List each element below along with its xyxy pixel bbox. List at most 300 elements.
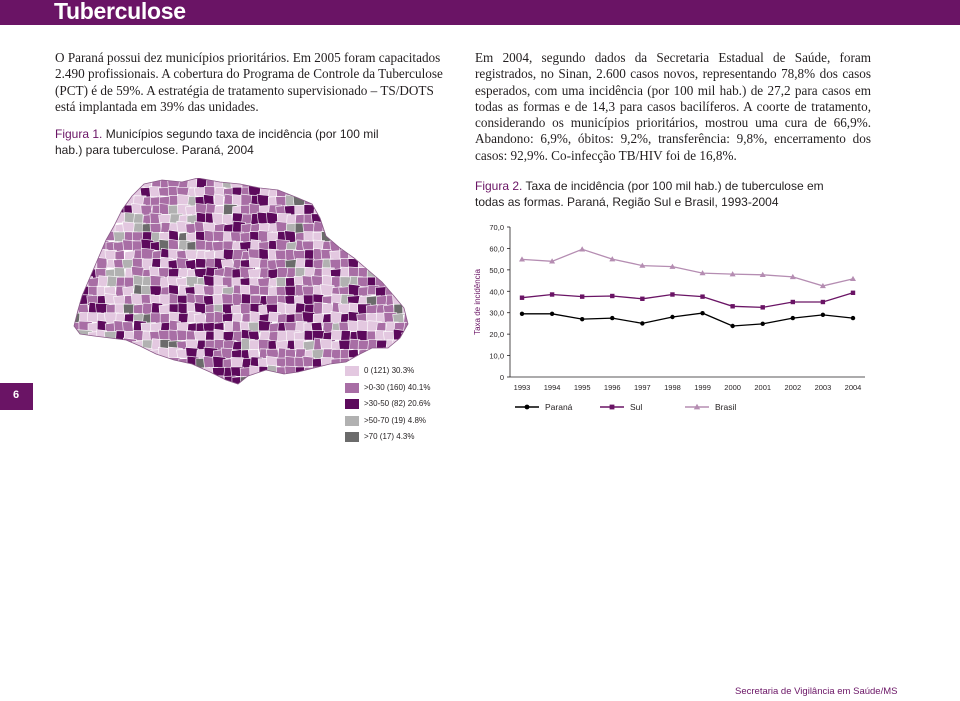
municipality: [70, 178, 80, 188]
municipality: [367, 185, 378, 196]
municipality: [348, 195, 360, 206]
municipality: [205, 375, 216, 386]
data-point: [610, 294, 614, 298]
municipality: [403, 295, 410, 307]
municipality: [348, 249, 362, 259]
municipality: [404, 311, 410, 323]
municipality: [402, 268, 410, 281]
municipality: [357, 233, 369, 245]
municipality: [322, 178, 333, 192]
municipality: [95, 377, 110, 389]
municipality: [374, 186, 388, 198]
municipality: [384, 232, 395, 244]
municipality: [367, 349, 381, 358]
municipality: [403, 178, 410, 190]
municipality: [79, 232, 90, 242]
municipality: [70, 259, 84, 272]
data-point: [791, 316, 795, 320]
municipality: [106, 375, 119, 387]
municipality: [79, 223, 89, 237]
municipality: [80, 187, 90, 199]
legend-label: Paraná: [545, 402, 573, 412]
municipality: [394, 178, 409, 189]
municipality: [97, 386, 109, 389]
municipality: [104, 196, 119, 206]
municipality: [124, 375, 134, 388]
municipality: [70, 278, 80, 289]
municipality: [133, 366, 147, 379]
municipality: [70, 374, 84, 385]
municipality: [213, 384, 228, 388]
municipality: [358, 205, 369, 215]
data-point: [550, 292, 554, 296]
y-tick-label: 50,0: [489, 265, 504, 275]
y-tick-label: 0: [499, 373, 504, 382]
municipality: [96, 178, 107, 190]
municipality: [402, 286, 410, 296]
municipality: [357, 194, 371, 205]
data-point: [550, 312, 554, 316]
data-point: [579, 246, 585, 251]
municipality: [80, 376, 90, 385]
municipality: [133, 386, 147, 389]
municipality: [286, 185, 298, 196]
municipality: [79, 205, 93, 218]
municipality: [96, 214, 110, 226]
municipality: [313, 196, 324, 209]
municipality: [375, 206, 388, 216]
municipality: [79, 239, 92, 250]
municipality: [323, 214, 333, 225]
municipality: [394, 277, 407, 289]
municipality: [320, 186, 333, 199]
figure1-caption: [55, 127, 385, 158]
data-point: [670, 315, 674, 319]
y-tick-label: 10,0: [489, 351, 504, 361]
municipality: [115, 356, 130, 371]
y-tick-label: 30,0: [489, 308, 504, 318]
municipality: [367, 241, 379, 250]
legend-label: 0 (121) 30.3%: [364, 366, 415, 375]
municipality: [106, 206, 116, 216]
municipality: [71, 348, 81, 361]
municipality: [320, 339, 333, 349]
municipality: [358, 178, 368, 191]
municipality: [331, 178, 342, 187]
municipality: [80, 358, 91, 370]
municipality: [383, 348, 399, 362]
municipality: [384, 277, 398, 286]
municipality: [366, 194, 380, 206]
municipality: [79, 367, 93, 378]
figure2-text: Taxa de incidência (por 100 mil hab.) de tuberculose em todas as formas. Paraná, Região Sul e Brasil, 1993-2004: [475, 179, 824, 209]
municipality: [375, 257, 390, 270]
municipality: [70, 249, 80, 263]
municipality: [169, 367, 179, 379]
municipality: [115, 368, 126, 379]
municipality: [142, 376, 152, 388]
municipality: [124, 366, 136, 377]
municipality: [97, 257, 108, 268]
municipality: [338, 178, 350, 188]
municipality: [404, 205, 411, 219]
municipality: [97, 358, 107, 368]
municipality: [70, 339, 82, 349]
municipality: [321, 377, 335, 389]
municipality: [403, 195, 410, 208]
municipality: [278, 386, 292, 389]
municipality: [331, 186, 340, 200]
municipality: [374, 196, 390, 210]
municipality: [385, 214, 395, 227]
y-tick-label: 70,0: [489, 223, 504, 232]
page-title: Tuberculose: [54, 0, 186, 24]
incidence-line-chart: [470, 215, 890, 420]
municipality: [386, 257, 400, 271]
municipality: [286, 178, 297, 189]
municipality: [106, 367, 117, 378]
municipality: [393, 186, 404, 197]
municipality: [367, 250, 379, 261]
municipality: [294, 178, 306, 191]
municipality: [401, 349, 410, 358]
municipality: [383, 221, 399, 236]
municipality: [88, 359, 98, 370]
municipality: [394, 269, 404, 280]
municipality: [204, 383, 218, 388]
x-tick-label: 1994: [543, 383, 561, 392]
municipality: [77, 347, 92, 360]
municipality: [259, 375, 273, 386]
y-tick-label: 60,0: [489, 244, 504, 254]
municipality: [142, 385, 152, 388]
data-point: [700, 294, 704, 298]
municipality: [394, 259, 406, 273]
municipality: [106, 359, 116, 373]
municipality: [376, 231, 387, 243]
municipality: [159, 367, 170, 380]
municipality: [348, 187, 359, 199]
municipality: [403, 339, 410, 351]
municipality: [340, 195, 352, 206]
municipality: [161, 358, 171, 370]
data-point: [670, 292, 674, 296]
municipality: [249, 376, 262, 387]
legend-label: >0-30 (160) 40.1%: [364, 382, 431, 392]
data-point: [761, 305, 765, 309]
municipality: [87, 366, 98, 377]
municipality: [367, 259, 378, 269]
municipality: [115, 331, 125, 344]
municipality: [375, 250, 390, 261]
municipality: [70, 213, 80, 227]
municipality: [403, 241, 410, 251]
data-point: [580, 294, 584, 298]
municipality: [330, 206, 344, 216]
municipality: [385, 268, 398, 279]
legend-swatch: [345, 399, 359, 409]
municipality: [313, 187, 323, 199]
municipality: [96, 196, 110, 206]
municipality: [347, 205, 361, 215]
legend-swatch: [345, 432, 359, 442]
municipality: [249, 385, 260, 388]
legend-swatch: [345, 366, 359, 376]
municipality: [367, 233, 378, 246]
municipality: [349, 241, 359, 251]
municipality: [134, 214, 144, 224]
municipality: [376, 349, 386, 362]
page-number-tab: [0, 383, 33, 410]
series-line: [522, 293, 853, 308]
municipality: [134, 349, 145, 362]
series-line: [522, 249, 853, 286]
y-tick-label: 20,0: [489, 330, 504, 340]
data-point: [821, 300, 825, 304]
municipality: [401, 250, 410, 260]
municipality: [205, 304, 215, 313]
municipality: [105, 187, 117, 201]
municipality: [268, 375, 280, 387]
municipality: [79, 257, 91, 269]
municipality: [115, 179, 126, 190]
municipality: [304, 187, 316, 197]
municipality: [124, 385, 137, 388]
municipality: [97, 223, 107, 233]
municipality: [393, 196, 404, 206]
municipality: [376, 223, 386, 234]
figure1-text: Municípios segundo taxa de incidência (por 100 mil hab.) para tuberculose. Paraná, 2004: [55, 127, 379, 157]
municipality: [404, 232, 411, 244]
x-tick-label: 2002: [784, 383, 802, 392]
municipality: [71, 223, 82, 235]
municipality: [149, 357, 161, 367]
municipality: [214, 194, 223, 205]
legend-swatch: [345, 416, 359, 426]
data-point: [851, 316, 855, 320]
municipality: [185, 250, 197, 260]
municipality: [330, 384, 341, 388]
header-bar: [0, 0, 960, 25]
footer-credit: Secretaria de Vigilância em Saúde/MS: [735, 686, 898, 697]
figure2-caption: [475, 179, 825, 210]
municipality: [341, 213, 352, 224]
municipality: [331, 212, 341, 226]
municipality: [377, 178, 389, 190]
body-paragraph: Em 2004, segundo dados da Secretaria Estadual de Saúde, foram registrados, no Sinan, 2.600 casos novos, representando 78,8% dos casos esperados, com uma incidência (por 100 mil hab.) de 27,2 para casos em todas as formas e de 14,3 para casos bacilíferos. A coorte de tratamento, considerando os municípios prioritários, mostrou uma cura de 66,9%. Abandono: 6,9%, óbitos: 9,2%, transferência: 9,8%, encerramento dos casos: 92,9%. Co-infecção TB/HIV foi de 16,8%.: [475, 50, 871, 163]
municipality: [375, 213, 389, 224]
data-point: [730, 324, 734, 328]
municipality: [71, 196, 82, 209]
municipality: [168, 376, 181, 387]
municipality: [106, 383, 116, 388]
municipality: [356, 221, 372, 234]
municipality: [78, 196, 90, 208]
municipality: [403, 186, 410, 198]
municipality: [150, 385, 164, 388]
municipality: [79, 178, 93, 189]
municipality: [366, 222, 379, 233]
municipality: [70, 205, 83, 218]
municipality: [394, 286, 408, 297]
municipality: [105, 178, 121, 191]
municipality: [358, 251, 368, 262]
municipality: [87, 178, 101, 188]
municipality: [79, 385, 93, 388]
municipality: [402, 222, 410, 236]
municipality: [386, 185, 397, 196]
municipality: [115, 187, 126, 198]
municipality: [296, 385, 306, 388]
page-number: 6: [13, 389, 20, 401]
legend-label: Brasil: [715, 402, 737, 412]
municipality: [340, 187, 352, 201]
municipality: [133, 358, 145, 370]
municipality: [267, 384, 282, 388]
municipality: [89, 203, 99, 217]
municipality: [331, 375, 343, 387]
municipality: [97, 185, 109, 196]
municipality: [150, 377, 162, 389]
municipality: [213, 376, 225, 388]
municipality: [70, 268, 80, 280]
data-point: [730, 304, 734, 308]
x-tick-label: 2000: [724, 383, 741, 392]
municipality: [403, 277, 410, 286]
municipality: [393, 231, 406, 242]
data-point: [580, 317, 584, 321]
municipality: [393, 241, 408, 255]
municipality: [133, 304, 144, 314]
municipality: [311, 178, 324, 187]
municipality: [385, 196, 395, 210]
municipality: [385, 204, 399, 216]
data-point: [851, 291, 855, 295]
data-point: [520, 296, 524, 300]
municipality: [142, 365, 156, 379]
municipality: [142, 358, 152, 371]
municipality: [403, 214, 411, 228]
x-tick-label: 2004: [844, 383, 862, 392]
municipality: [70, 356, 84, 367]
municipality: [88, 340, 98, 352]
municipality: [321, 384, 334, 388]
municipality: [349, 232, 360, 244]
y-axis-title: Taxa de incidência: [473, 269, 482, 335]
municipality: [366, 205, 377, 214]
figure1-label: Figura 1.: [55, 127, 103, 141]
municipality: [186, 375, 198, 385]
municipality: [242, 385, 256, 388]
municipality: [132, 376, 144, 386]
legend-marker: [610, 405, 615, 410]
data-point: [850, 276, 856, 281]
data-point: [700, 311, 704, 315]
figure2-label: Figura 2.: [475, 179, 523, 193]
data-point: [520, 312, 524, 316]
municipality: [71, 187, 81, 198]
municipality: [349, 223, 360, 232]
municipality: [196, 259, 207, 269]
municipality: [295, 303, 305, 313]
municipality: [97, 340, 107, 353]
municipality: [205, 258, 215, 268]
legend-label: >30-50 (82) 20.6%: [364, 399, 431, 408]
municipality: [106, 348, 118, 359]
municipality: [321, 203, 336, 214]
municipality: [97, 348, 111, 360]
municipality: [70, 241, 83, 250]
municipality: [115, 340, 129, 354]
municipality: [383, 240, 397, 253]
municipality: [114, 350, 130, 362]
municipality: [303, 178, 317, 187]
municipality: [377, 240, 388, 252]
municipality: [313, 386, 325, 389]
municipality: [275, 178, 291, 191]
municipality: [340, 232, 350, 243]
municipality: [295, 377, 305, 387]
municipality: [394, 222, 404, 233]
municipality: [89, 212, 100, 225]
municipality: [339, 224, 350, 235]
municipality: [124, 178, 134, 192]
municipality: [367, 212, 381, 227]
municipality: [151, 366, 166, 377]
x-tick-label: 2003: [814, 383, 832, 392]
municipality: [286, 384, 300, 388]
municipality: [385, 250, 399, 263]
municipality: [349, 178, 360, 190]
municipality: [77, 330, 94, 343]
legend-label: >70 (17) 4.3%: [364, 432, 415, 441]
municipality: [115, 376, 126, 388]
municipality: [88, 375, 99, 387]
municipality: [339, 205, 352, 217]
municipality: [78, 213, 90, 225]
data-point: [761, 322, 765, 326]
x-tick-label: 1999: [694, 383, 711, 392]
municipality: [124, 349, 138, 360]
municipality: [250, 366, 260, 379]
municipality: [294, 186, 307, 198]
data-point: [821, 313, 825, 317]
municipality: [331, 223, 341, 233]
municipality: [277, 376, 289, 386]
legend-label: >50-70 (19) 4.8%: [364, 415, 427, 425]
municipality: [386, 178, 400, 190]
municipality: [71, 385, 85, 388]
municipality: [71, 232, 85, 245]
municipality: [330, 367, 343, 378]
municipality: [358, 239, 369, 252]
municipality: [302, 375, 315, 387]
legend-marker: [525, 405, 530, 410]
municipality: [160, 374, 170, 387]
y-tick-label: 40,0: [489, 287, 504, 297]
municipality: [224, 385, 238, 388]
municipality: [79, 250, 92, 260]
municipality: [250, 285, 261, 295]
x-tick-label: 1997: [634, 383, 651, 392]
intro-paragraph: O Paraná possui dez municípios prioritários. Em 2005 foram capacitados 2.490 profissionais. A cobertura do Programa de Controle da Tuberculose (PCT) é de 59%. A estratégia de tratamento supervisionado – TS/DOTS está implantada em 39% das unidades.: [55, 50, 443, 114]
municipality: [260, 331, 270, 340]
municipality: [114, 268, 125, 277]
municipality: [313, 377, 325, 388]
data-point: [640, 297, 644, 301]
municipality: [357, 188, 370, 198]
municipality: [394, 349, 408, 359]
